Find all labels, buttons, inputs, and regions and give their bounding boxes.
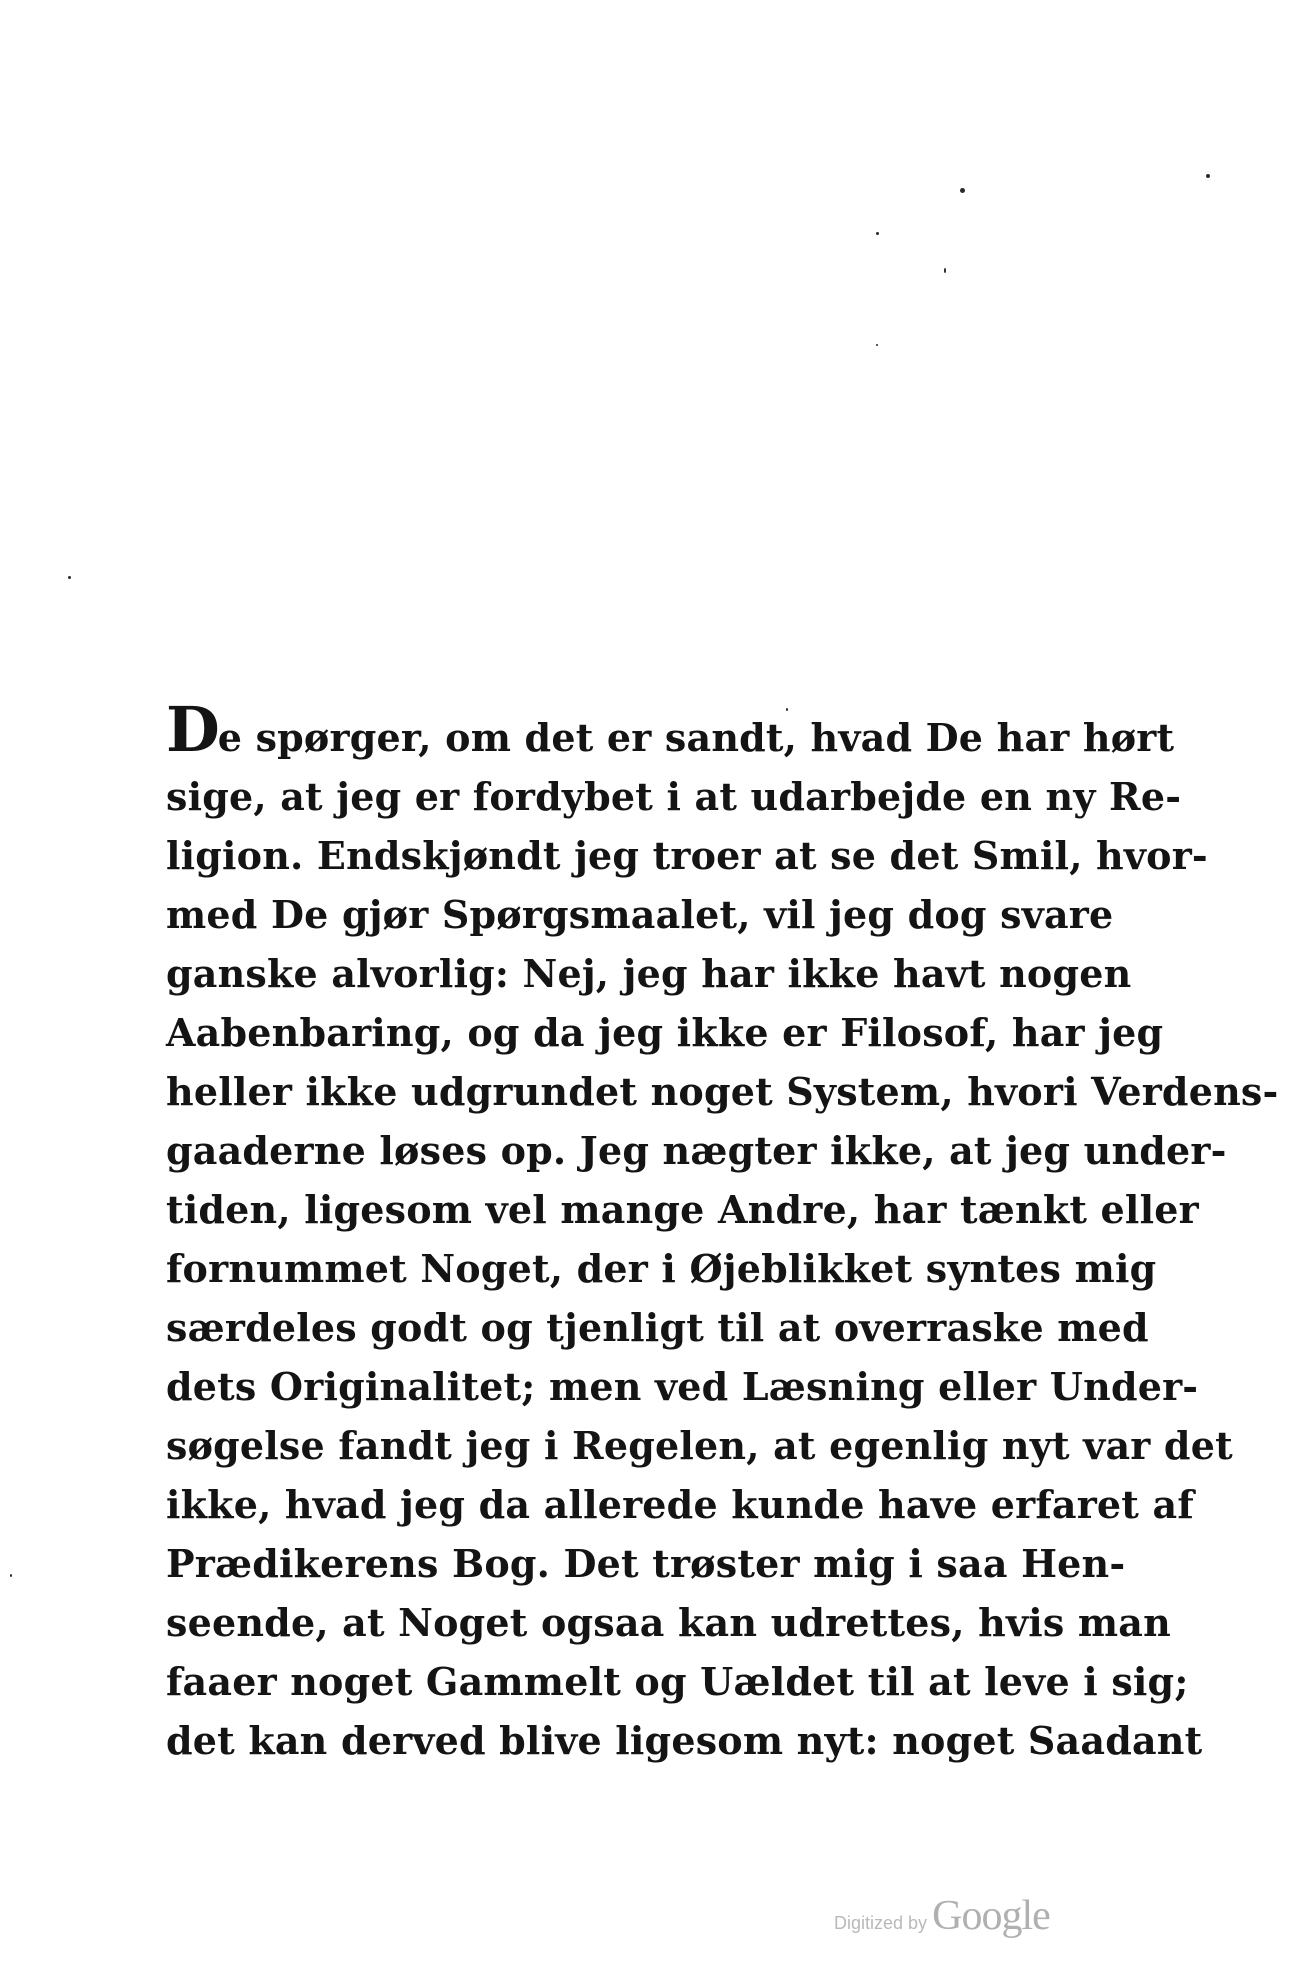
digitized-watermark <box>834 1892 1094 1940</box>
text-line: særdeles godt og tjenligt til at overraske med <box>166 1305 1149 1350</box>
drop-initial: D <box>166 693 218 766</box>
text-line: faaer noget Gammelt og Uældet til at leve i sig; <box>166 1659 1189 1704</box>
text-line-first <box>166 693 1175 767</box>
text-line: sige, at jeg er fordybet i at udarbejde en ny Re- <box>166 774 1182 819</box>
text-line: det kan derved blive ligesom nyt: noget Saadant <box>166 1718 1203 1763</box>
text-line: dets Originalitet; men ved Læsning eller Under- <box>166 1364 1199 1409</box>
text-line-content: e spørger, om det er sandt, hvad De har hørt <box>217 715 1175 760</box>
scan-speck <box>960 188 965 193</box>
text-line: tiden, ligesom vel mange Andre, har tænkt eller <box>166 1187 1199 1232</box>
text-line: med De gjør Spørgsmaalet, vil jeg dog svare <box>166 892 1114 937</box>
text-line: gaaderne løses op. Jeg nægter ikke, at jeg under- <box>166 1128 1227 1173</box>
text-line: ganske alvorlig: Nej, jeg har ikke havt nogen <box>166 951 1132 996</box>
body-text <box>166 693 1279 1770</box>
text-line: Aabenbaring, og da jeg ikke er Filosof, har jeg <box>166 1010 1164 1055</box>
google-logo: Google <box>932 1893 1050 1939</box>
scan-speck <box>944 268 946 273</box>
scan-speck <box>1206 174 1210 178</box>
watermark-prefix: Digitized by <box>834 1913 928 1933</box>
scan-speck <box>876 344 878 346</box>
scan-speck <box>10 1574 12 1577</box>
text-line: søgelse fandt jeg i Regelen, at egenlig nyt var det <box>166 1423 1233 1468</box>
text-line: seende, at Noget ogsaa kan udrettes, hvis man <box>166 1600 1171 1645</box>
text-line: ligion. Endskjøndt jeg troer at se det Smil, hvor- <box>166 833 1208 878</box>
scan-speck <box>68 576 71 579</box>
text-line: Prædikerens Bog. Det trøster mig i saa Hen- <box>166 1541 1126 1586</box>
text-line: heller ikke udgrundet noget System, hvori Verdens- <box>166 1069 1279 1114</box>
text-line: ikke, hvad jeg da allerede kunde have erfaret af <box>166 1482 1194 1527</box>
text-line: fornummet Noget, der i Øjeblikket syntes mig <box>166 1246 1157 1291</box>
scan-speck <box>876 232 879 235</box>
